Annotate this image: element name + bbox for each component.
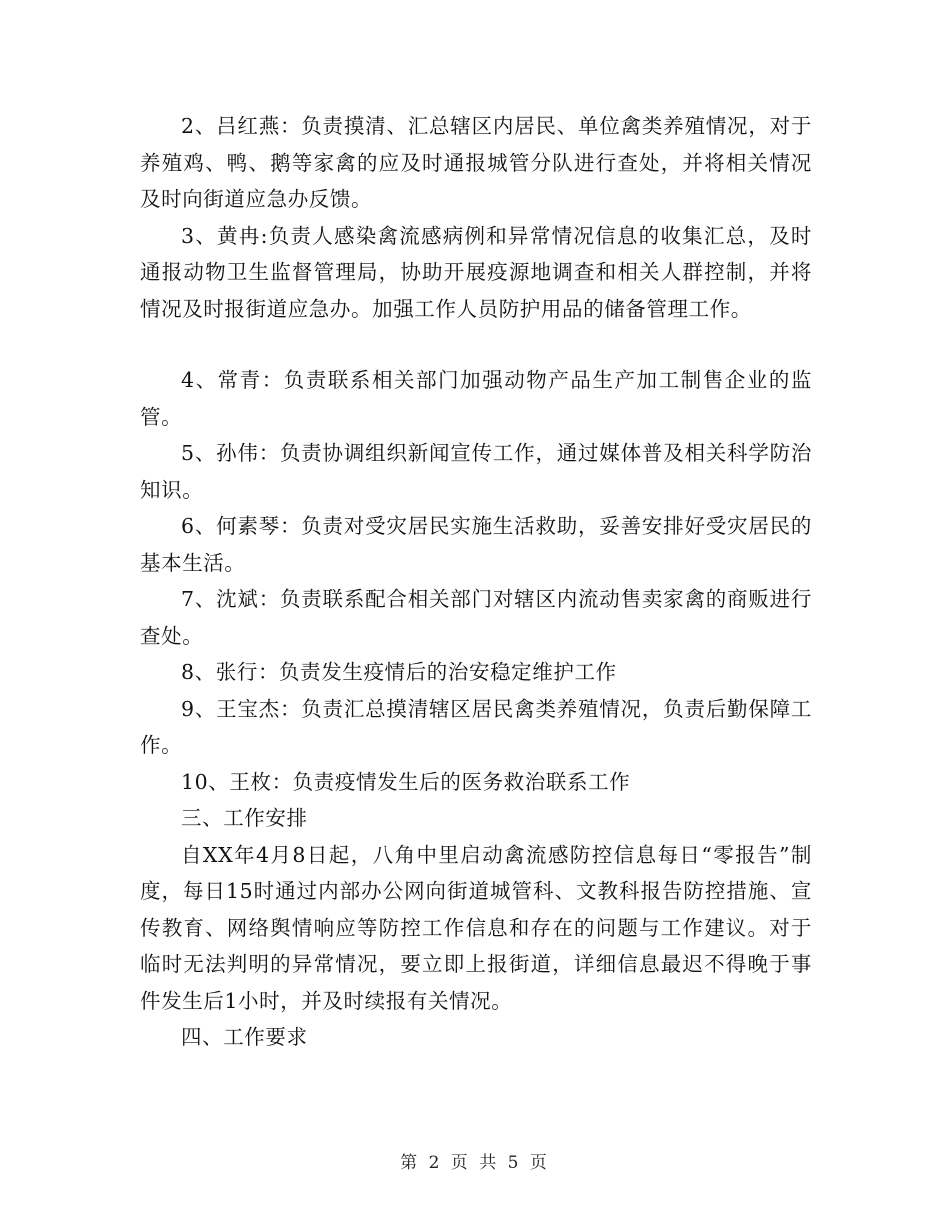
document-body [140,108,812,1056]
paragraph-responsibility-10: 10、王枚：负责疫情发生后的医务救治联系工作 [181,769,631,794]
paragraph-responsibility-2: 2、吕红燕：负责摸清、汇总辖区内居民、单位禽类养殖情况，对于养殖鸡、鸭、鹅等家禽的应及时通报城管分队进行查处，并将相关情况及时向街道应急办反馈。 [140,114,812,211]
paragraph-responsibility-8: 8、张行：负责发生疫情后的治安稳定维护工作 [181,660,617,684]
paragraph-responsibility-7: 7、沈斌：负责联系配合相关部门对辖区内流动售卖家禽的商贩进行查处。 [140,587,812,648]
paragraph-responsibility-4: 4、常青：负责联系相关部门加强动物产品生产加工制售企业的监管。 [140,368,812,429]
paragraph-responsibility-6: 6、何素琴：负责对受灾居民实施生活救助，妥善安排好受灾居民的基本生活。 [140,514,812,575]
paragraph-responsibility-9: 9、王宝杰：负责汇总摸清辖区居民禽类养殖情况，负责后勤保障工作。 [140,696,812,757]
paragraph-responsibility-5: 5、孙伟：负责协调组织新闻宣传工作，通过媒体普及相关科学防治知识。 [140,441,812,502]
page-number-footer: 第 2 页 共 5 页 [400,1153,550,1173]
section-heading-work-requirements: 四、工作要求 [181,1025,308,1049]
paragraph-responsibility-3: 3、黄冉:负责人感染禽流感病例和异常情况信息的收集汇总，及时通报动物卫生监督管理局，协助开展疫源地调查和相关人群控制，并将情况及时报街道应急办。加强工作人员防护用品的储备管理工作。 [140,223,812,321]
section-heading-work-arrangement: 三、工作安排 [181,806,308,830]
paragraph-work-arrangement: 自XX年4月8日起，八角中里启动禽流感防控信息每日“零报告”制度，每日15时通过内部办公网向街道城管科、文教科报告防控措施、宣传教育、网络舆情响应等防控工作信息和存在的问题与工作建议。对于临时无法判明的异常情况，要立即上报街道，详细信息最迟不得晚于事件发生后1小时，并及时续报有关情况。 [140,842,812,1013]
paragraph-spacer [140,327,812,362]
